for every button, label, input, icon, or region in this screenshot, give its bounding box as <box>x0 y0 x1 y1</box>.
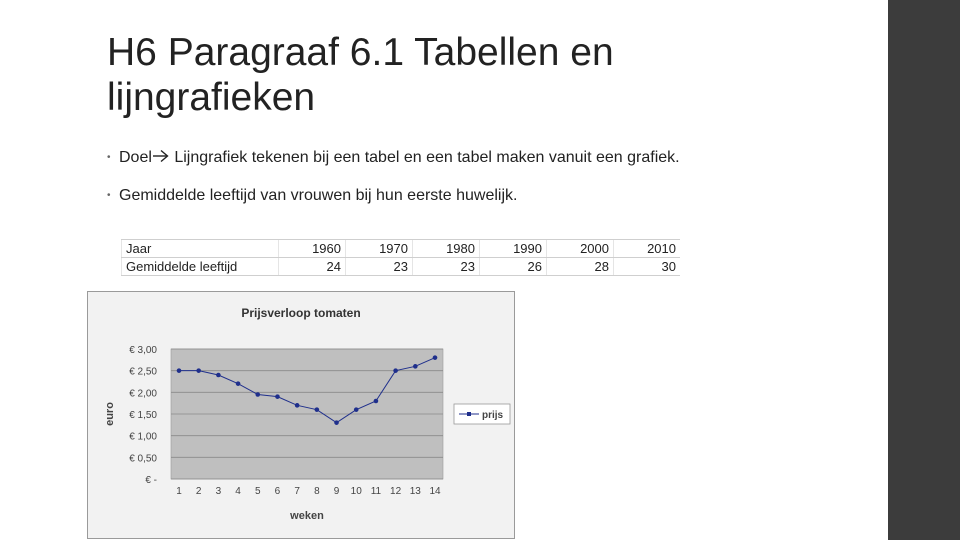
y-tick-label: € 3,00 <box>129 345 157 356</box>
chart-title: Prijsverloop tomaten <box>241 306 361 320</box>
x-tick-label: 2 <box>195 486 202 497</box>
age-table <box>121 239 680 276</box>
x-tick-label: 6 <box>274 486 281 497</box>
side-bar <box>888 0 960 540</box>
table-row <box>122 258 681 276</box>
y-axis-ticks <box>129 345 157 486</box>
x-tick-label: 8 <box>314 486 320 497</box>
y-tick-label: € - <box>145 475 157 486</box>
table-cell: 2000 <box>547 240 614 258</box>
table-cell: 1970 <box>346 240 413 258</box>
x-tick-label: 11 <box>370 486 382 497</box>
data-point <box>295 403 300 408</box>
x-tick-label: 12 <box>390 486 402 497</box>
data-point <box>255 392 260 397</box>
data-point <box>334 420 339 425</box>
price-chart <box>87 291 515 539</box>
data-point <box>196 368 201 373</box>
table-cell: 23 <box>413 258 480 276</box>
chart-legend <box>454 404 510 424</box>
x-tick-label: 3 <box>215 486 222 497</box>
bullet-list <box>107 148 827 224</box>
x-tick-label: 7 <box>294 486 300 497</box>
y-tick-label: € 0,50 <box>129 453 157 465</box>
data-point <box>433 355 438 360</box>
data-point <box>275 394 280 399</box>
arrow-right-icon <box>152 149 170 163</box>
y-axis-label: euro <box>104 402 116 426</box>
y-tick-label: € 1,00 <box>129 431 157 443</box>
table-cell: 28 <box>547 258 614 276</box>
data-point <box>216 373 221 378</box>
legend-label: prijs <box>482 410 504 421</box>
x-tick-label: 13 <box>409 486 421 497</box>
x-tick-label: 5 <box>254 486 261 497</box>
bullet-dot: • <box>107 152 111 163</box>
x-tick-label: 10 <box>350 486 362 497</box>
table-cell: 1960 <box>279 240 346 258</box>
bullet-text-start: Doel <box>119 149 152 166</box>
legend-marker <box>467 412 471 416</box>
bullet-item <box>107 186 827 206</box>
bullet-text-end: Lijngrafiek tekenen bij een tabel en een tabel maken vanuit een grafiek. <box>169 149 680 166</box>
bullet-item <box>107 148 827 168</box>
slide-title: H6 Paragraaf 6.1 Tabellen en lijngrafieken <box>107 31 614 119</box>
data-point <box>374 399 379 404</box>
x-tick-label: 14 <box>429 486 441 497</box>
data-point <box>413 364 418 369</box>
x-tick-label: 1 <box>176 486 182 497</box>
table-cell: 1980 <box>413 240 480 258</box>
data-point <box>177 368 182 373</box>
table-cell: 24 <box>279 258 346 276</box>
table-cell: 1990 <box>480 240 547 258</box>
table-cell: 2010 <box>614 240 681 258</box>
bullet-text: Gemiddelde leeftijd van vrouwen bij hun eerste huwelijk. <box>119 187 518 204</box>
chart-svg <box>88 292 514 538</box>
y-tick-label: € 1,50 <box>129 410 157 421</box>
row-label: Gemiddelde leeftijd <box>122 258 279 276</box>
data-point <box>236 381 241 386</box>
data-point <box>393 368 398 373</box>
data-point <box>354 407 359 412</box>
x-axis-label: weken <box>290 510 324 522</box>
y-tick-label: € 2,00 <box>129 388 157 400</box>
y-tick-label: € 2,50 <box>129 366 157 378</box>
table-row <box>122 240 681 258</box>
table-cell: 26 <box>480 258 547 276</box>
data-point <box>315 407 320 412</box>
table-cell: 30 <box>614 258 681 276</box>
table-cell: 23 <box>346 258 413 276</box>
bullet-dot: • <box>107 190 111 201</box>
x-tick-label: 9 <box>333 486 340 497</box>
x-tick-label: 4 <box>235 486 241 497</box>
row-label: Jaar <box>122 240 279 258</box>
x-axis-ticks <box>176 486 441 497</box>
